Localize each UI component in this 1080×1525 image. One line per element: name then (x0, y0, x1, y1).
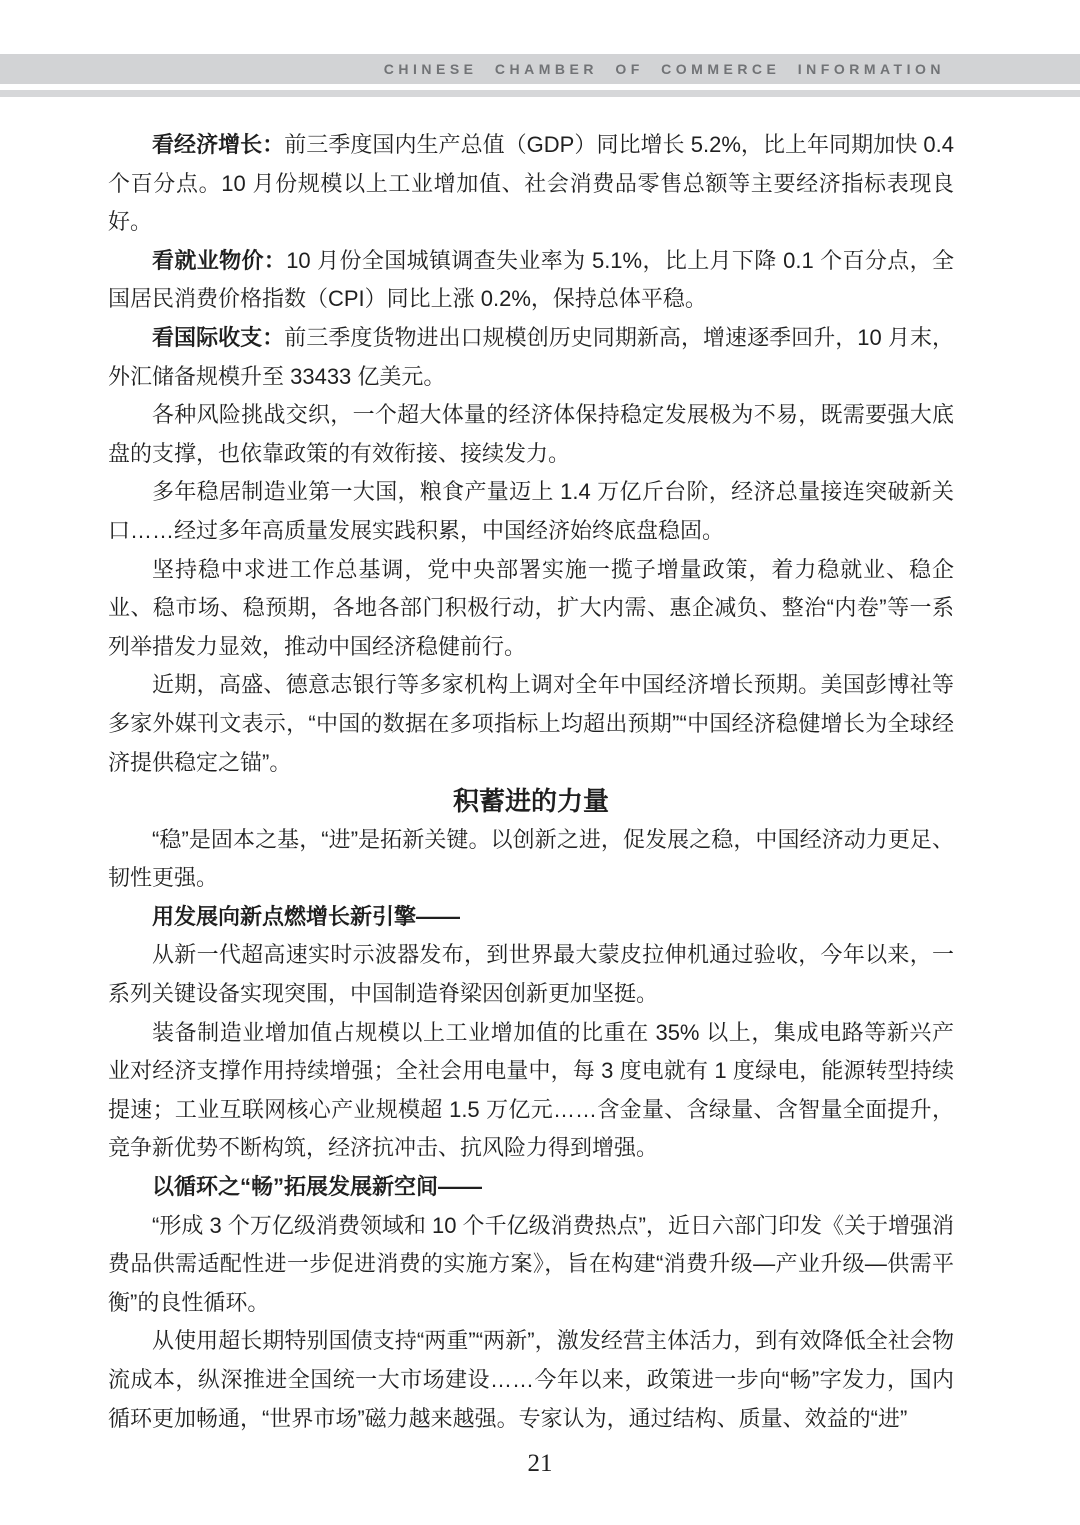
header-banner-text: CHINESE CHAMBER OF COMMERCE INFORMATION (383, 61, 945, 77)
paragraph-text: 各种风险挑战交织，一个超大体量的经济体保持稳定发展极为不易，既需要强大底盘的支撑，也依靠政策的有效衔接、接续发力。 (108, 402, 954, 466)
header-rule (0, 90, 1080, 97)
page-number: 21 (527, 1450, 553, 1477)
paragraph (108, 1207, 954, 1323)
paragraph-text: 前三季度货物进出口规模创历史同期新高，增速逐季回升，10 月末，外汇储备规模升至 33433 亿美元。 (108, 324, 954, 389)
paragraph (108, 936, 954, 1013)
paragraph-text: “形成 3 个万亿级消费领域和 10 个千亿级消费热点”，近日六部门印发《关于增强消费品供需适配性进一步促进消费的实施方案》，旨在构建“消费升级—产业升级—供需平衡”的良性循环。 (108, 1212, 954, 1315)
paragraph-text: 多年稳居制造业第一大国，粮食产量迈上 1.4 万亿斤台阶，经济总量接连突破新关口……经过多年高质量发展实践积累，中国经济始终底盘稳固。 (108, 479, 954, 543)
section-heading: 积蓄进的力量 (452, 786, 609, 817)
paragraph-text: “稳”是固本之基，“进”是拓新关键。以创新之进，促发展之稳，中国经济动力更足、韧性更强。 (108, 826, 954, 891)
paragraph-lead: 看国际收支： (152, 324, 285, 350)
paragraph-text: 近期，高盛、德意志银行等多家机构上调对全年中国经济增长预期。美国彭博社等多家外媒刊文表示，“中国的数据在多项指标上均超出预期”“中国经济稳健增长为全球经济提供稳定之锚”。 (108, 672, 954, 775)
paragraph (108, 242, 954, 319)
article-body (108, 126, 954, 1438)
paragraph-text: 从使用超长期特别国债支持“两重”“两新”，激发经营主体活力，到有效降低全社会物流成本，纵深推进全国统一大市场建设……今年以来，政策进一步向“畅”字发力，国内循环更加畅通，“世界市场”磁力越来越强。专家认为，通过结构、质量、效益的“进” (108, 1328, 954, 1431)
header-band (0, 54, 1080, 84)
paragraph (108, 1322, 954, 1438)
paragraph (108, 1014, 954, 1168)
paragraph (108, 473, 954, 550)
paragraph-text: 从新一代超高速实时示波器发布，到世界最大蒙皮拉伸机通过验收，今年以来，一系列关键设备实现突围，中国制造脊梁因创新更加坚挺。 (108, 942, 954, 1007)
paragraph (108, 319, 954, 396)
paragraph-text: 以循环之“畅”拓展发展新空间—— (152, 1174, 483, 1200)
paragraph-text: 前三季度国内生产总值（GDP）同比增长 5.2%，比上年同期加快 0.4 个百分点。10 月份规模以上工业增加值、社会消费品零售总额等主要经济指标表现良好。 (108, 132, 954, 235)
paragraph (108, 666, 954, 782)
paragraph-text: 装备制造业增加值占规模以上工业增加值的比重在 35% 以上，集成电路等新兴产业对经济支撑作用持续增强；全社会用电量中，每 3 度电就有 1 度绿电，能源转型持续提速；工业互联网核心产业规模超 1.5 万亿元……含金量、含绿量、含智量全面提升，竞争新优势不断构筑，经济抗冲击、抗风险力得到增强。 (108, 1019, 954, 1161)
paragraph-lead: 看就业物价： (152, 247, 287, 273)
paragraph-text: 坚持稳中求进工作总基调，党中央部署实施一揽子增量政策，着力稳就业、稳企业、稳市场、稳预期，各地各部门积极行动，扩大内需、惠企减负、整治“内卷”等一系列举措发力显效，推动中国经济稳健前行。 (108, 556, 954, 659)
paragraph (108, 396, 954, 473)
paragraph (108, 1168, 954, 1207)
paragraph (108, 898, 954, 937)
paragraph (108, 551, 954, 667)
paragraph-text: 10 月份全国城镇调查失业率为 5.1%，比上月下降 0.1 个百分点，全国居民消费价格指数（CPI）同比上涨 0.2%，保持总体平稳。 (108, 247, 954, 312)
paragraph (108, 126, 954, 242)
paragraph-text: 用发展向新点燃增长新引擎—— (152, 903, 461, 929)
paragraph (108, 821, 954, 898)
paragraph-lead: 看经济增长： (152, 132, 285, 157)
